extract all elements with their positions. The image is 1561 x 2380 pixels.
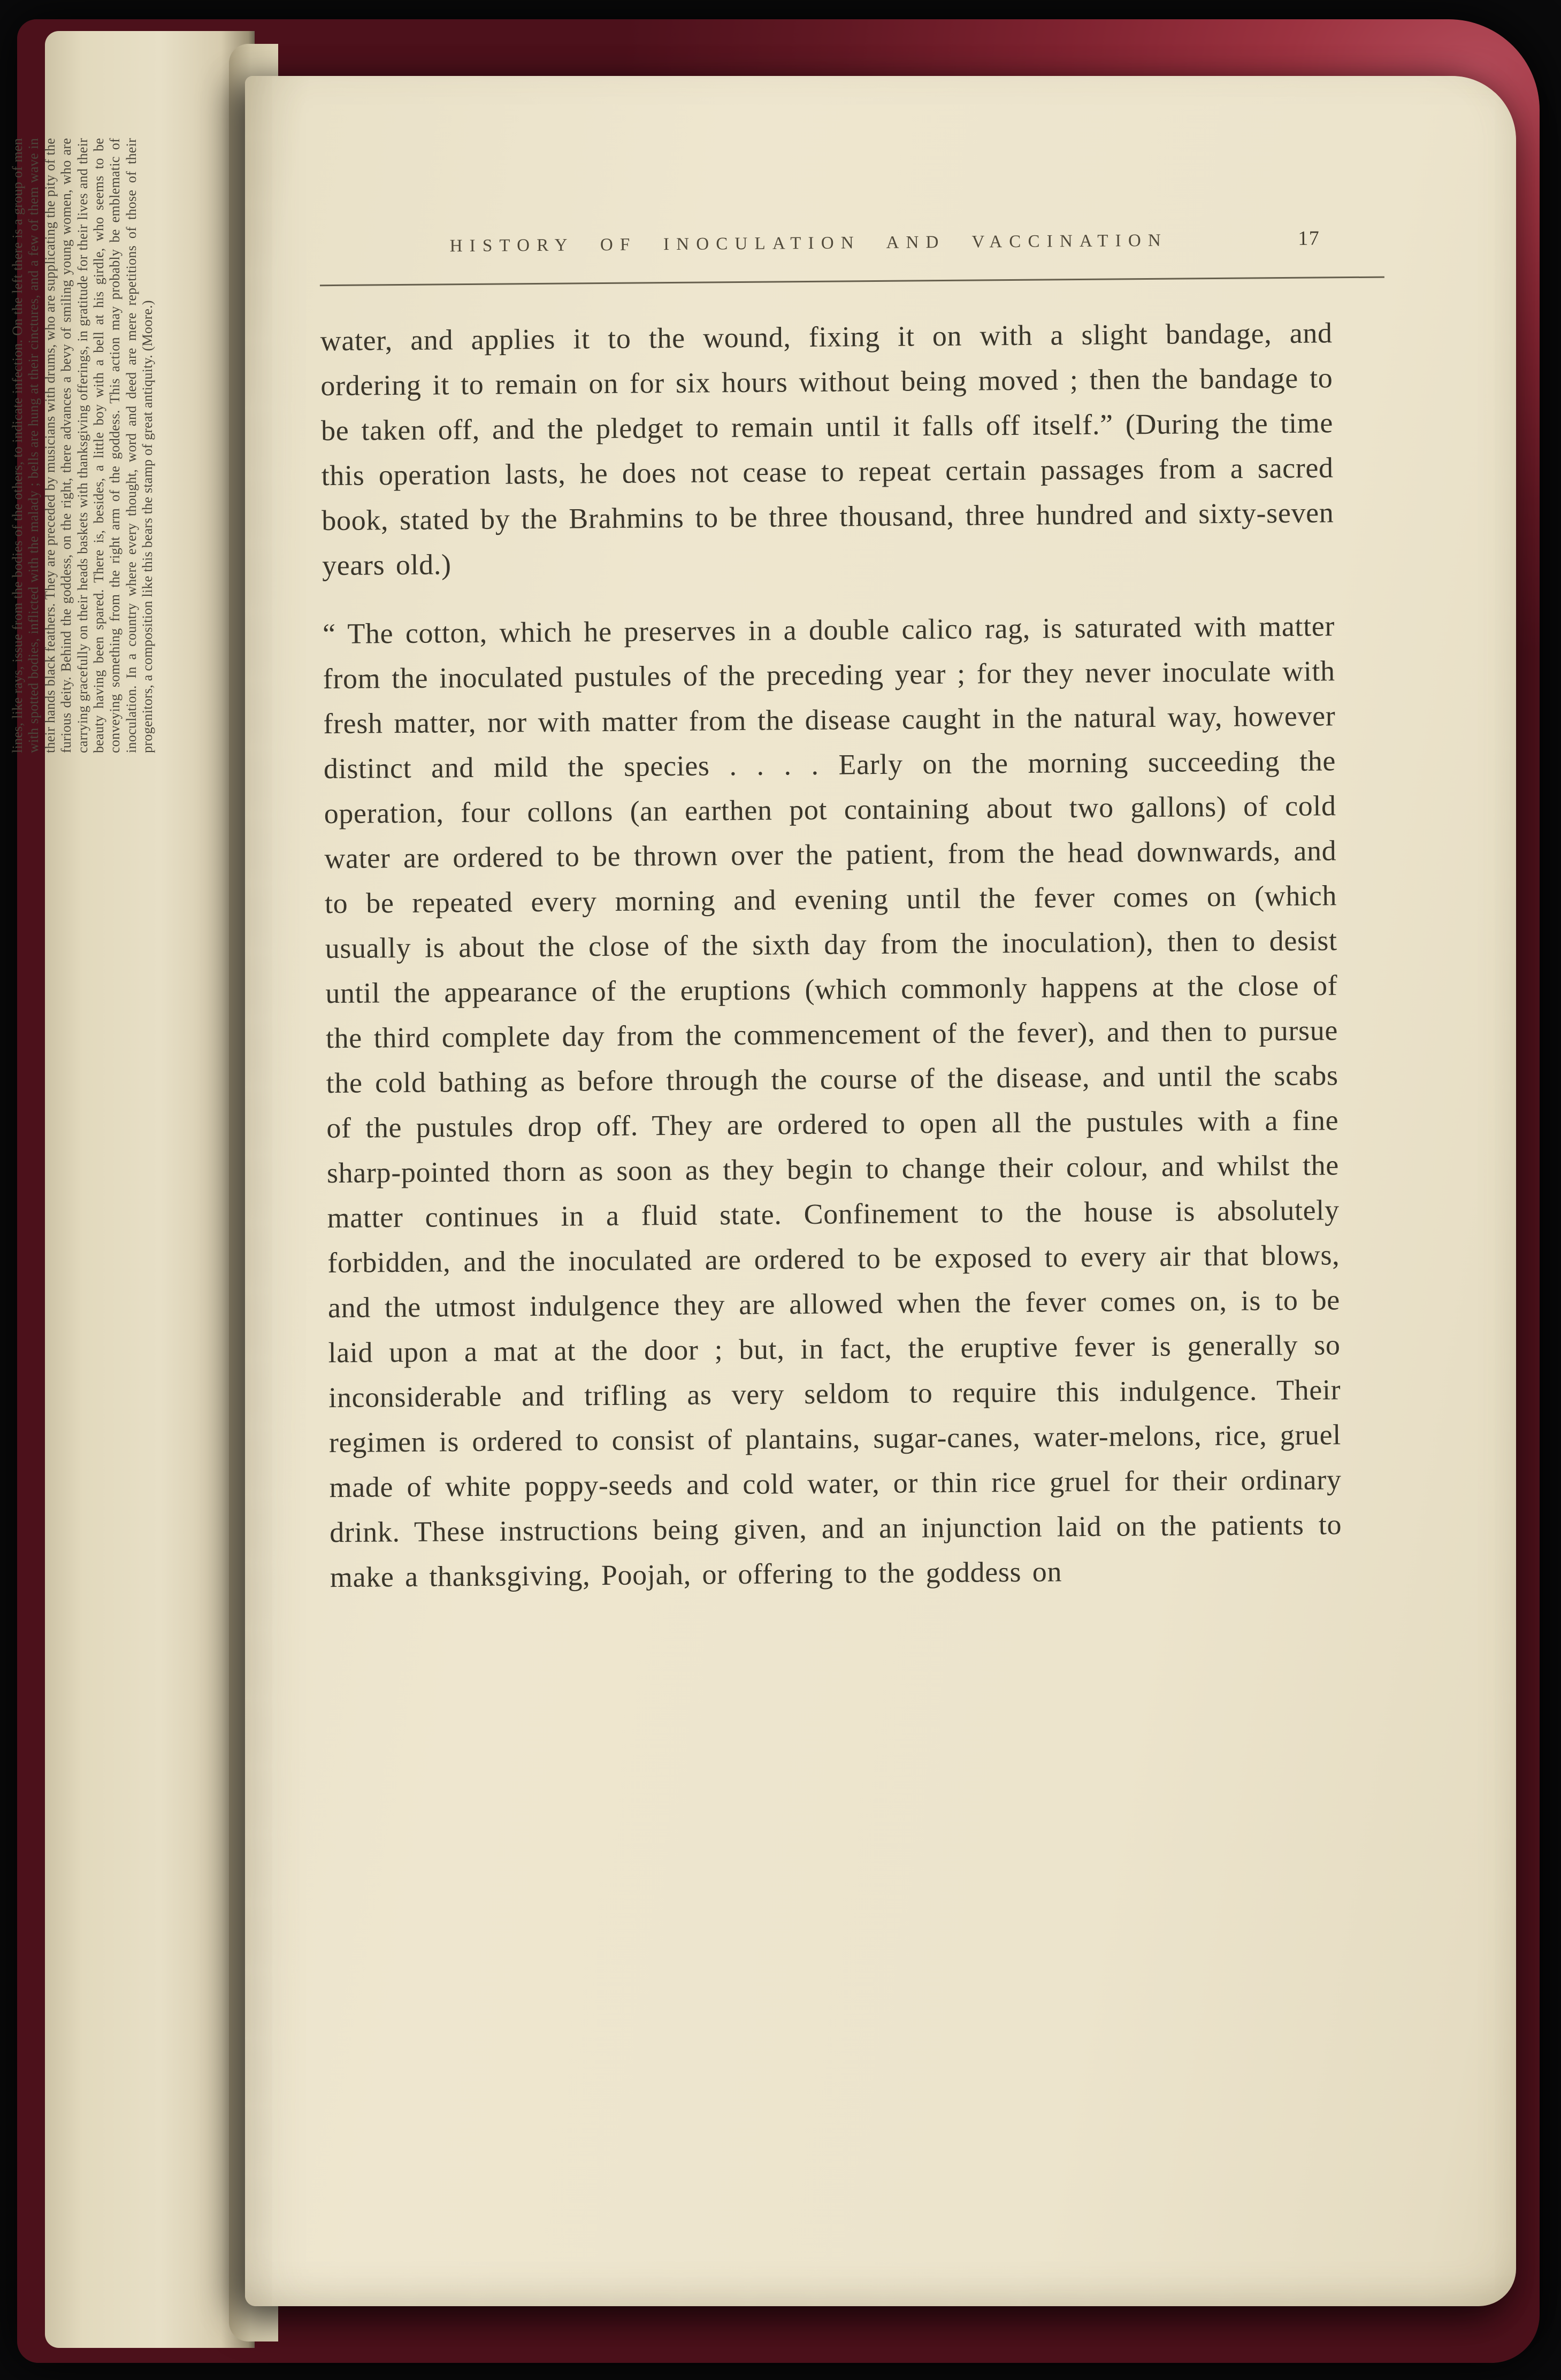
page-content bbox=[238, 71, 1527, 2312]
header-rule bbox=[320, 277, 1384, 287]
page-header bbox=[319, 227, 1320, 258]
paragraph-1: water, and applies it to the wound, fixing it on with a slight bandage, and ordering it to remain on for six hours without being moved ; then the bandage to be taken off, and the pledget to remain until it falls off itself.” (During the time this operation lasts, he does not cease to repeat certain passages from a sacred book, stated by the Brahmins to be three thousand, three hundred and sixty-seven years old.) bbox=[320, 317, 1334, 582]
paragraph-2: “ The cotton, which he preserves in a double calico rag, is saturated with matter from the inoculated pustules of the preceding year ; for they never inoculate with fresh matter, nor with matter from the disease caught in the natural way, however distinct and mild the species . . . . Early on the morning succeeding the operation, four collons (an earthen pot containing about two gallons) of cold water are ordered to be thrown over the patient, from the head downwards, and to be repeated every morning and evening until the fever comes on (which usually is about the close of the sixth day from the inoculation), then to desist until the appearance of the eruptions (which commonly happens at the close of the third complete day from the commencement of the fever), and then to pursue the cold bathing as before through the course of the disease, and until the scabs of the pustules drop off. They are ordered to open all the pustules with a fine sharp-pointed thorn as soon as they begin to change their colour, and whilst the matter continues in a fluid state. Confinement to the house is absolutely forbidden, and the inoculated are ordered to be exposed to every air that blows, and the utmost indulgence they are allowed when the fever comes on, is to be laid upon a mat at the door ; but, in fact, the eruptive fever is generally so inconsiderable and trifling as very seldom to require this indulgence. Their regimen is ordered to consist of plantains, sugar-canes, water-melons, rice, gruel made of white poppy-seeds and cold water, or thin rice gruel for their ordinary drink. These instructions being given, and an injunction laid on the patients to make a thanksgiving, Poojah, or offering to the goddess on bbox=[322, 610, 1342, 1594]
rotated-marginal-text: lines, like rays, issue from the bodies of the others, to indicate infection. On the left there is a group of men with spotted bodies, inflicted with the malady ; bells are hung at their cinctures, and a few of them wave in their hands black feathers. They are preceded by musicians with drums, who are supplicating the pity of the furious deity. Behind the goddess, on the right, there advances a bevy of smiling young women, who are carrying gracefully on their heads baskets with thanksgiving offerings, in gratitude for their lives and their beauty having been spared. There is, besides, a little boy with a bell at his girdle, who seems to be conveying something from the right arm of the goddess. This action may probably be emblematic of inoculation. In a country where every thought, word and deed are mere repetitions of those of their progenitors, a composition like this bears the stamp of great antiquity. (Moore.) bbox=[10, 138, 156, 753]
page-number: 17 bbox=[1298, 227, 1320, 250]
body-text bbox=[320, 310, 1342, 1600]
main-page bbox=[245, 76, 1516, 2306]
left-page-rotated-text-region bbox=[10, 138, 189, 753]
running-title: HISTORY OF INOCULATION AND VACCINATION bbox=[449, 231, 1168, 256]
